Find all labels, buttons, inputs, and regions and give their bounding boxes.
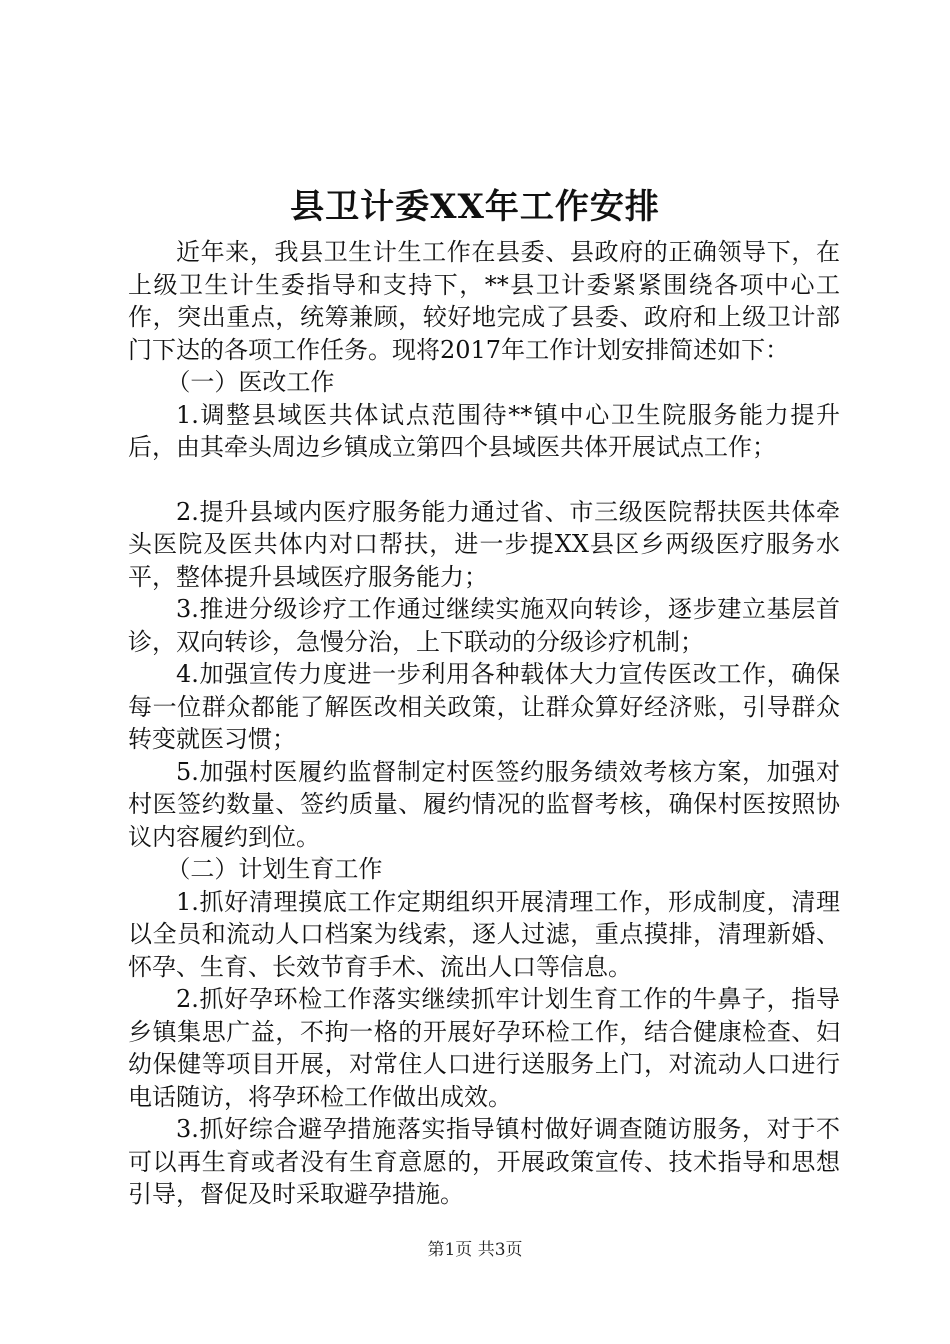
planning-item-1: 1.抓好清理摸底工作定期组织开展清理工作，形成制度，清理以全员和流动人口档案为线索，逐人过滤，重点摸排，清理新婚、怀孕、生育、长效节育手术、流出人口等信息。 [128, 887, 840, 981]
planning-item-3: 3.抓好综合避孕措施落实指导镇村做好调查随访服务，对于不可以再生育或者没有生育意愿的，开展政策宣传、技术指导和思想引导，督促及时采取避孕措施。 [128, 1115, 840, 1208]
planning-item-2: 2.抓好孕环检工作落实继续抓牢计划生育工作的牛鼻子，指导乡镇集思广益，不拘一格的开展好孕环检工作，结合健康检查、妇幼保健等项目开展，对常住人口进行送服务上门，对流动人口进行电话随访，将孕环检工作做出成效。 [128, 985, 840, 1111]
reform-item-5: 5.加强村医履约监督制定村医签约服务绩效考核方案，加强对村医签约数量、签约质量、履约情况的监督考核，确保村医按照协议内容履约到位。 [128, 757, 840, 851]
page-number-footer: 第1页 共3页 [427, 1240, 523, 1260]
section-heading-healthcare-reform: （一）医改工作 [166, 368, 335, 396]
intro-paragraph: 近年来，我县卫生计生工作在县委、县政府的正确领导下，在上级卫生计生委指导和支持下，**县卫计委紧紧围绕各项中心工作，突出重点，统筹兼顾，较好地完成了县委、政府和上级卫计部门下达的各项工作任务。现将2017年工作计划安排简述如下： [128, 238, 840, 364]
reform-item-4: 4.加强宣传力度进一步利用各种载体大力宣传医改工作，确保每一位群众都能了解医改相关政策，让群众算好经济账，引导群众转变就医习惯； [128, 660, 840, 753]
section-heading-family-planning: （二）计划生育工作 [166, 855, 383, 883]
document-title: 县卫计委XX年工作安排 [290, 187, 660, 227]
reform-item-2: 2.提升县域内医疗服务能力通过省、市三级医院帮扶医共体牵头医院及医共体内对口帮扶，进一步提XX县区乡两级医疗服务水平，整体提升县域医疗服务能力； [128, 497, 840, 591]
document-body [128, 236, 840, 1211]
reform-item-1: 1.调整县域医共体试点范围待**镇中心卫生院服务能力提升后，由其牵头周边乡镇成立第四个县域医共体开展试点工作； [128, 400, 840, 461]
reform-item-3: 3.推进分级诊疗工作通过继续实施双向转诊，逐步建立基层首诊，双向转诊，急慢分治，上下联动的分级诊疗机制； [128, 595, 840, 656]
paragraph-gap [128, 464, 840, 496]
